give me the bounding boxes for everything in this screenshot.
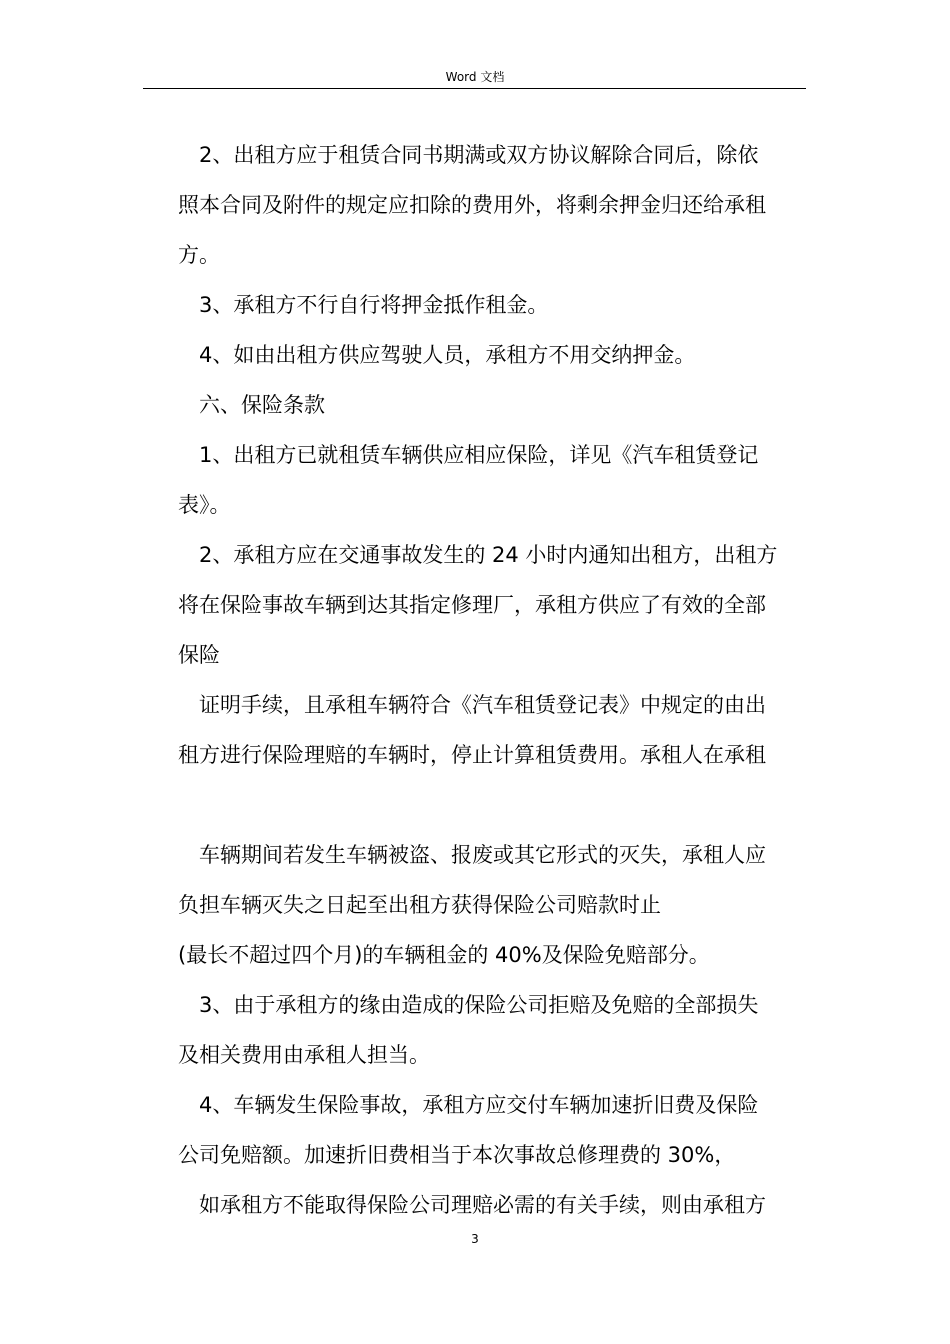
paragraph-line: 保险 xyxy=(178,643,220,667)
section-heading: 六、保险条款 xyxy=(199,393,325,417)
paragraph-line: 4、车辆发生保险事故，承租方应交付车辆加速折旧费及保险 xyxy=(199,1093,759,1117)
paragraph-line: 及相关费用由承租人担当。 xyxy=(178,1043,430,1067)
paragraph-line: 将在保险事故车辆到达其指定修理厂，承租方供应了有效的全部 xyxy=(178,593,766,617)
paragraph-line: 方。 xyxy=(178,243,220,267)
header-divider xyxy=(143,88,806,89)
page-number-label: 3 xyxy=(471,1232,479,1246)
paragraph-line: 照本合同及附件的规定应扣除的费用外，将剩余押金归还给承租 xyxy=(178,193,766,217)
document-body xyxy=(178,130,808,1230)
header-label: Word 文档 xyxy=(445,70,505,84)
paragraph-line: 2、出租方应于租赁合同书期满或双方协议解除合同后，除依 xyxy=(199,143,759,167)
paragraph-line: 3、由于承租方的缘由造成的保险公司拒赔及免赔的全部损失 xyxy=(199,993,759,1017)
paragraph-line: 4、如由出租方供应驾驶人员，承租方不用交纳押金。 xyxy=(199,343,696,367)
paragraph-line: 3、承租方不行自行将押金抵作租金。 xyxy=(199,293,549,317)
paragraph-line: (最长不超过四个月)的车辆租金的 40%及保险免赔部分。 xyxy=(178,943,710,967)
page-header xyxy=(0,70,950,84)
paragraph-line: 车辆期间若发生车辆被盗、报废或其它形式的灭失，承租人应 xyxy=(199,843,766,867)
paragraph-line: 如承租方不能取得保险公司理赔必需的有关手续，则由承租方 xyxy=(199,1193,766,1217)
paragraph-line: 证明手续，且承租车辆符合《汽车租赁登记表》中规定的由出 xyxy=(199,693,766,717)
paragraph-line: 租方进行保险理赔的车辆时，停止计算租赁费用。承租人在承租 xyxy=(178,743,766,767)
blank-line xyxy=(178,780,808,830)
paragraph-line: 1、出租方已就租赁车辆供应相应保险，详见《汽车租赁登记 xyxy=(199,443,759,467)
paragraph-line: 公司免赔额。加速折旧费相当于本次事故总修理费的 30%， xyxy=(178,1143,736,1167)
paragraph-line: 表》。 xyxy=(178,493,231,517)
page-number xyxy=(0,1232,950,1246)
paragraph-line: 2、承租方应在交通事故发生的 24 小时内通知出租方，出租方 xyxy=(199,543,778,567)
paragraph-line: 负担车辆灭失之日起至出租方获得保险公司赔款时止 xyxy=(178,893,661,917)
